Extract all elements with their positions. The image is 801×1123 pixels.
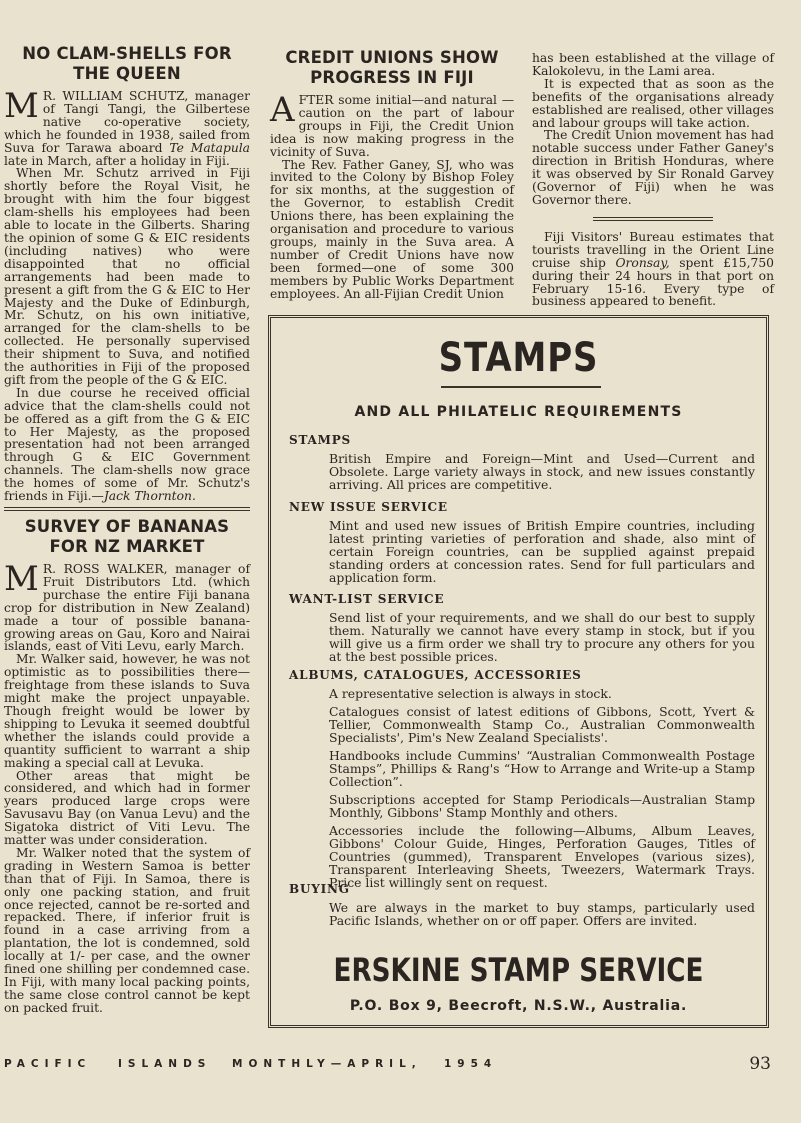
headline-bananas: SURVEY OF BANANAS FOR NZ MARKET — [24, 517, 230, 556]
article-paragraph: Mr. Walker said, however, he was not optimistic as to possibilities there—freightage from these islands to Suva might make the project unpayable. Though freight would be lower by shipping to Levuka it seemed doubtful whether the islands could provide a quantity sufficient to warrant a ship making a special call at Levuka. — [4, 652, 250, 770]
stamps-advertisement — [268, 315, 769, 1028]
ad-section-albums — [289, 669, 755, 894]
section-text: Mint and used new issues of British Empire countries, including latest printing varieties of perforation and shade, also mint of certain Foreign countries, can be supplied against prepaid standing orders at concession rates. Send for full particulars and application form. — [329, 518, 755, 585]
article-lead: M R. ROSS WALKER, manager of Fruit Distributors Ltd. (which purchase the entire Fiji banana crop for distribution in New Zealand) made a tour of possible banana-growing areas on Gau, Koro and Nairai islands, east of Viti Levu, early March. — [4, 559, 250, 654]
ad-section-new-issue — [289, 501, 755, 589]
section-heading: BUYING — [289, 882, 350, 896]
article-paragraph: The Credit Union movement has had notable success under Father Ganey's direction in British Honduras, where it was observed by Sir Ronald Garvey (Governor of Fiji) when he was Governor there. — [532, 128, 774, 207]
company-name: ERSKINE STAMP SERVICE — [333, 951, 704, 989]
article-paragraph: When Mr. Schutz arrived in Fiji shortly before the Royal Visit, he brought with him the four biggest clam-shells his employees had been able to locate in the Gilberts. Sharing the opinion of some G & EIC residents (including natives) who were disappointed that no official arrangements had been made to present a gift from the G & EIC to Her Majesty and the Duke of Edinburgh, Mr. Schutz, on his own initiative, arranged for the clam-shells to be collected. He personally supervised their shipment to Suva, and notified the authorities in Fiji of the proposed gift from the people of the G & EIC. — [4, 166, 250, 387]
section-text: Catalogues consist of latest editions of Gibbons, Scott, Yvert & Tellier, Commonwealth Stamp Co., Australian Commonwealth Specialists', Pim's New Zealand Specialists'. — [329, 704, 755, 745]
ad-section-buying — [289, 883, 755, 932]
footer-islands: ISLANDS — [118, 1058, 212, 1070]
ad-section-want-list — [289, 593, 755, 668]
article-divider — [4, 507, 250, 511]
footer-year: 1954 — [444, 1058, 498, 1070]
page-number: 93 — [749, 1054, 771, 1074]
section-text: Subscriptions accepted for Stamp Periodicals—Australian Stamp Monthly, Gibbons' Stamp Monthly and others. — [329, 792, 755, 820]
article-clam-shells — [4, 44, 250, 503]
ad-section-stamps — [289, 434, 755, 496]
ad-subtitle: AND ALL PHILATELIC REQUIREMENTS — [354, 404, 683, 420]
section-text: We are always in the market to buy stamps, particularly used Pacific Islands, whether on or off paper. Offers are invited. — [329, 900, 755, 928]
drop-cap: M — [4, 86, 39, 126]
column-3 — [532, 52, 774, 308]
article-paragraph: Other areas that might be considered, and which had in former years produced large crops were Savusavu Bay (on Vanua Levu) and the Sigatoka district of Viti Levu. The matter was under consideration. — [4, 768, 250, 848]
article-paragraph: Fiji Visitors' Bureau estimates that tourists travelling in the Orient Line cruise ship Oronsay, spent £15,750 during their 24 hours in that port on February 15-16. Every type of business appeared to benefit. — [532, 229, 774, 309]
page-footer — [0, 1054, 801, 1078]
section-heading: ALBUMS, CATALOGUES, ACCESSORIES — [289, 668, 582, 682]
article-paragraph: Mr. Walker noted that the system of grading in Western Samoa is better than that of Fiji. In Samoa, there is only one packing station, and fruit once rejected, cannot be re-sorted and repacked. There, if inferior fruit is found in a case arriving from a plantation, the lot is condemned, sold locally at 1/- per case, and the owner fined one shilling per condemned case. In Fiji, with many local packing points, the same close control cannot be kept on packed fruit. — [4, 845, 250, 1015]
section-heading: NEW ISSUE SERVICE — [289, 500, 448, 514]
headline-clam-shells: NO CLAM-SHELLS FOR THE QUEEN — [22, 44, 232, 83]
section-heading: WANT-LIST SERVICE — [289, 592, 445, 606]
drop-cap: M — [4, 559, 39, 599]
section-heading: STAMPS — [289, 433, 352, 447]
article-paragraph: In due course he received official advice that the clam-shells could not be offered as a gift from the G & EIC to Her Majesty, as the proposed presentation had not been arranged through G & EIC Government channels. The clam-shells now grace the homes of some of Mr. Schutz's friends in Fiji.—Jack Thornton. — [4, 385, 250, 504]
section-text: Handbooks include Cummins' “Australian Commonwealth Postage Stamps”, Phillips & Rang's “How to Arrange and Write-up a Stamp Collection”. — [329, 748, 755, 789]
section-text: A representative selection is always in stock. — [329, 686, 612, 701]
ad-title: STAMPS — [438, 335, 599, 381]
article-paragraph: has been established at the village of Kalokolevu, in the Lami area. — [532, 51, 774, 78]
footer-monthly: MONTHLY—APRIL, — [232, 1058, 422, 1070]
ship-name: Oronsay, — [615, 255, 670, 270]
article-bananas — [4, 517, 250, 1015]
article-lead: M R. WILLIAM SCHUTZ, manager of Tangi Tangi, the Gilbertese native co-operative society, which he founded in 1938, sailed from Suva for Tarawa aboard Te Matapula late in March, after a holiday in Fiji. — [4, 86, 251, 168]
column-2 — [270, 48, 514, 301]
headline-credit-unions: CREDIT UNIONS SHOW PROGRESS IN FIJI — [285, 48, 499, 87]
section-text: Accessories include the following—Albums, Album Leaves, Gibbons' Colour Guide, Hinges, Perforation Gauges, Titles of Countries (gummed), Transparent Envelopes (various sizes), Transparent Interleaving Sheets, Tweezers, Watermark Trays. Price list willingly sent on request. — [329, 823, 755, 890]
company-address: P.O. Box 9, Beecroft, N.S.W., Australia. — [349, 998, 688, 1014]
section-text: British Empire and Foreign—Mint and Used—Current and Obsolete. Large variety always in stock, and new issues constantly arriving. All prices are competitive. — [329, 451, 755, 492]
footer-pacific: PACIFIC — [4, 1058, 92, 1070]
article-paragraph: It is expected that as soon as the benefits of the organisations already established are realised, other villages and labour groups will take action. — [532, 76, 774, 130]
column-1 — [4, 44, 250, 1015]
article-divider — [593, 217, 713, 221]
article-paragraph: The Rev. Father Ganey, SJ, who was invited to the Colony by Bishop Foley for six months, at the suggestion of the Governor, to establish Credit Unions there, has been explaining the organisation and procedure to various groups, mainly in the Suva area. A number of Credit Unions have now been formed—one of some 300 members by Public Works Department employees. An all-Fijian Credit Union — [270, 157, 514, 301]
section-text: Send list of your requirements, and we shall do our best to supply them. Naturally we cannot have every stamp in stock, but if you will give us a firm order we shall try to procure any others for you at the best possible prices. — [329, 610, 755, 664]
byline: Jack Thornton. — [103, 489, 196, 504]
article-lead: AFTER some initial—and natural —caution on the part of labour groups in Fiji, the Credit Union idea is now making progress in the vicinity of Suva. — [270, 90, 514, 159]
ad-title-rule — [441, 386, 601, 388]
drop-cap: A — [270, 90, 295, 130]
